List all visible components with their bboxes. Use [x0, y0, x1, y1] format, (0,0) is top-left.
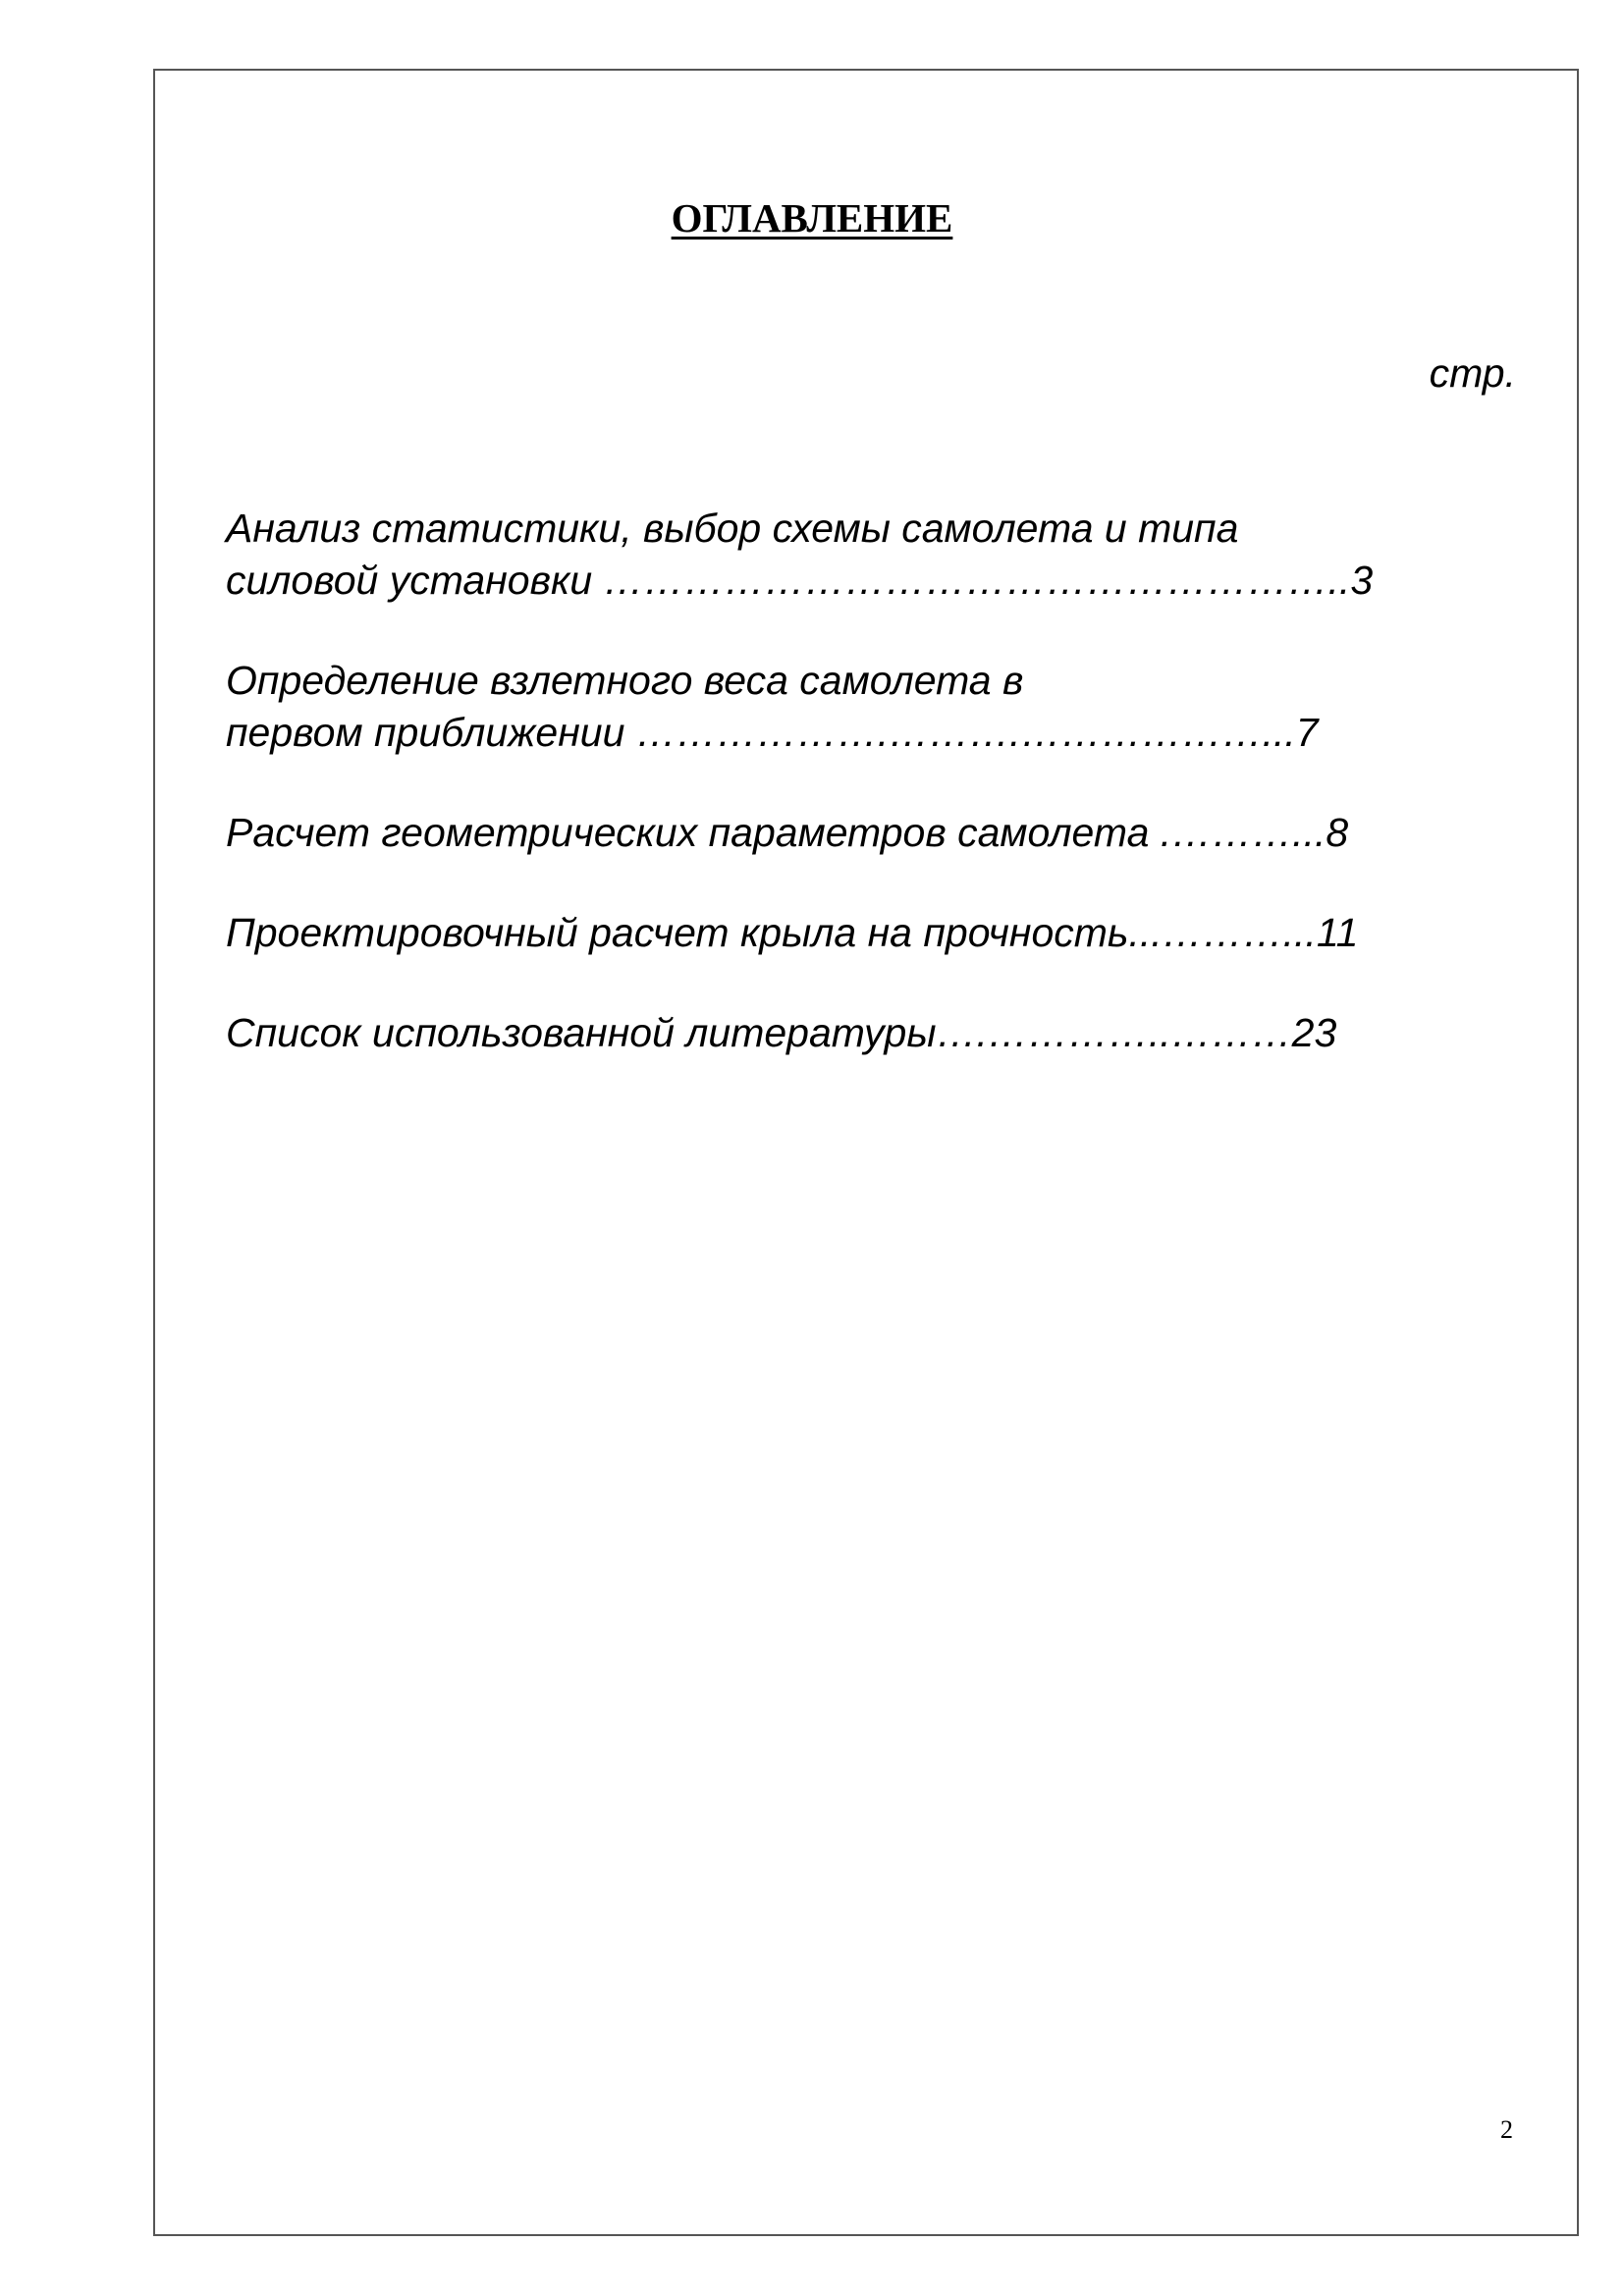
toc-entry-references — [226, 1007, 1532, 1059]
toc-title-text: ОГЛАВЛЕНИЕ — [671, 195, 953, 240]
toc-entry-takeoff-weight — [226, 655, 1532, 759]
page-frame — [153, 69, 1579, 2236]
page-column-label: стр. — [1429, 350, 1516, 396]
toc-entry-line: силовой установки ………………………………………………..3 — [226, 558, 1374, 603]
toc-entry-geometric-parameters — [226, 807, 1532, 859]
toc-entry-line: Определение взлетного веса самолета в — [226, 658, 1024, 703]
toc-list — [226, 503, 1532, 1059]
toc-entry-line: Проектировочный расчет крыла на прочность...………...11 — [226, 910, 1359, 955]
toc-entry-wing-strength — [226, 907, 1532, 959]
toc-entry-line: Список использованной литературы….…………..………23 — [226, 1010, 1337, 1055]
toc-entry-line: первом приближении ……………….……….………………...7 — [226, 710, 1319, 755]
toc-entry-line: Расчет геометрических параметров самолета .………...8 — [226, 810, 1349, 855]
toc-title — [0, 195, 1624, 240]
toc-entry-statistics-analysis — [226, 503, 1532, 607]
toc-entry-line: Анализ статистики, выбор схемы самолета и типа — [226, 506, 1239, 551]
page-number: 2 — [1500, 2115, 1513, 2144]
